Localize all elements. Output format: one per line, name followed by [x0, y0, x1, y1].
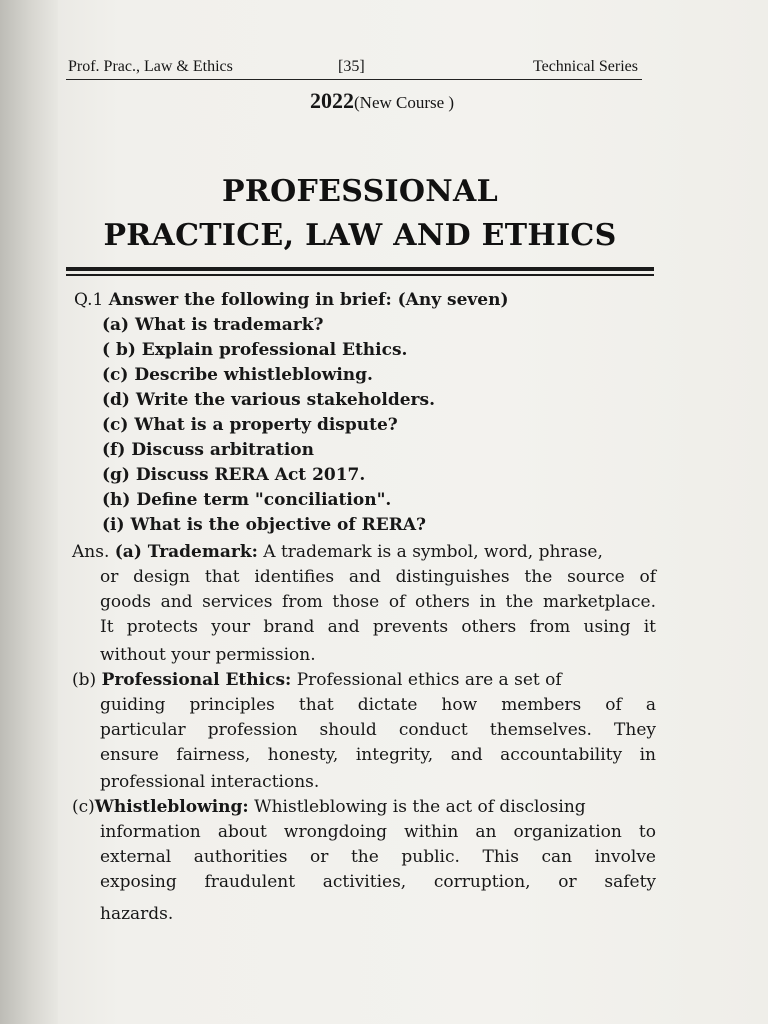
question-number: Q.1	[74, 290, 104, 310]
question-item: (a) What is trademark?	[102, 315, 324, 335]
question-item: ( b) Explain professional Ethics.	[102, 340, 408, 360]
answer-c-text: Whistleblowing is the act of disclosing	[254, 797, 586, 817]
question-item: (c) What is a property dispute?	[102, 415, 398, 435]
year-course: (New Course )	[354, 93, 455, 112]
title-divider-thick	[66, 267, 654, 271]
question-item: (h) Define term "conciliation".	[102, 490, 392, 510]
answer-a-first-line	[72, 542, 603, 562]
exam-year	[310, 88, 454, 114]
question-item: (g) Discuss RERA Act 2017.	[102, 465, 366, 485]
answer-c-prefix: (c)	[72, 797, 95, 817]
answer-a-line: or design that identifies and distinguishes the source of	[100, 567, 656, 587]
answer-a-line: goods and services from those of others in the marketplace.	[100, 592, 656, 612]
answer-a-heading: (a) Trademark:	[114, 542, 258, 562]
answer-b-line: guiding principles that dictate how members of a	[100, 695, 656, 715]
answer-b-text: Professional ethics are a set of	[296, 670, 562, 690]
title-divider-thin	[66, 274, 654, 276]
running-header	[68, 58, 640, 80]
header-rule	[66, 79, 642, 80]
answer-b-line: professional interactions.	[100, 772, 320, 792]
answer-c-line: exposing fraudulent activities, corruption, or safety	[100, 872, 656, 892]
answer-a-text: A trademark is a symbol, word, phrase,	[263, 542, 603, 562]
header-series: Technical Series	[532, 58, 638, 75]
answer-c-heading: Whistleblowing:	[94, 797, 249, 817]
question-item: (i) What is the objective of RERA?	[102, 515, 426, 535]
question-prompt: Answer the following in brief: (Any seven)	[108, 290, 509, 310]
answer-b-prefix: (b)	[72, 670, 97, 690]
answer-b-line: particular profession should conduct themselves. They	[100, 720, 656, 740]
header-page-number: [35]	[338, 58, 365, 75]
answer-a-line: without your permission.	[100, 645, 316, 665]
answer-b-heading: Professional Ethics:	[101, 670, 292, 690]
answer-label: Ans.	[72, 542, 110, 562]
header-subject: Prof. Prac., Law & Ethics	[68, 58, 233, 75]
question-item: (d) Write the various stakeholders.	[102, 390, 436, 410]
answer-a-line: It protects your brand and prevents others from using it	[100, 617, 656, 637]
year-value: 2022	[310, 88, 354, 113]
answer-c-first-line	[72, 797, 586, 817]
answer-b-first-line	[72, 670, 562, 690]
book-spine-shadow	[0, 0, 58, 1024]
question-item: (f) Discuss arbitration	[102, 440, 315, 460]
question-item: (c) Describe whistleblowing.	[102, 365, 373, 385]
answer-c-line: external authorities or the public. This can involve	[100, 847, 656, 867]
page-title-line-2: PRACTICE, LAW AND ETHICS	[103, 218, 617, 253]
answer-c-line: information about wrongdoing within an organization to	[100, 822, 656, 842]
page-title-line-1: PROFESSIONAL	[221, 174, 499, 209]
question-heading	[74, 290, 509, 310]
answer-c-line: hazards.	[100, 904, 174, 924]
answer-b-line: ensure fairness, honesty, integrity, and accountability in	[100, 745, 656, 765]
